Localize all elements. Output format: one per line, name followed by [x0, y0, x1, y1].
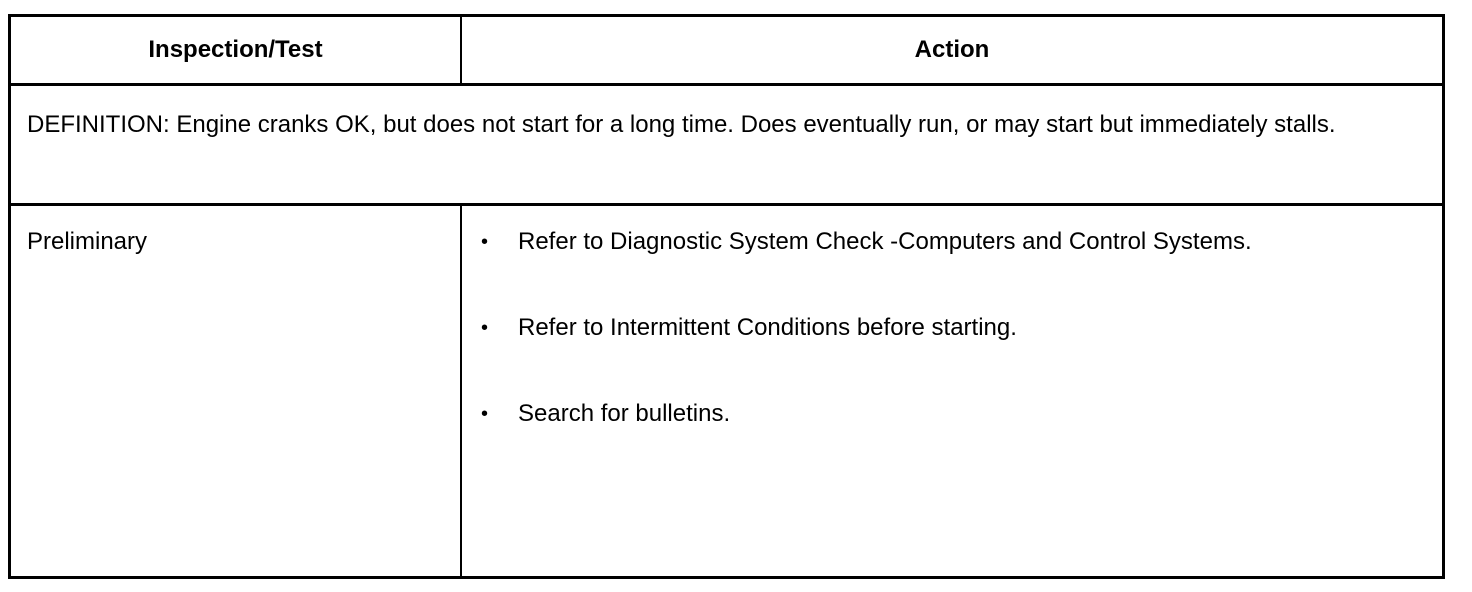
action-text: Refer to Diagnostic System Check -Computers and Control Systems. — [518, 228, 1252, 255]
bullet-icon: • — [481, 403, 489, 425]
definition-row — [11, 86, 1442, 206]
action-text: Refer to Intermittent Conditions before starting. — [518, 314, 1017, 341]
action-text: Search for bulletins. — [518, 400, 731, 427]
definition-text: DEFINITION: Engine cranks OK, but does not start for a long time. Does eventually run, or may start but immediately stalls. — [27, 111, 1336, 138]
inspection-cell: Preliminary — [27, 228, 148, 255]
column-header-action: Action — [914, 36, 990, 63]
action-item — [462, 314, 1442, 400]
action-list — [462, 228, 1442, 486]
table-row — [11, 206, 1442, 576]
diagnostic-table — [8, 14, 1445, 579]
bullet-icon: • — [481, 317, 489, 339]
table-header-row — [11, 17, 1442, 86]
column-header-inspection-test: Inspection/Test — [148, 36, 323, 63]
action-item — [462, 228, 1442, 314]
action-item — [462, 400, 1442, 486]
bullet-icon: • — [481, 231, 489, 253]
